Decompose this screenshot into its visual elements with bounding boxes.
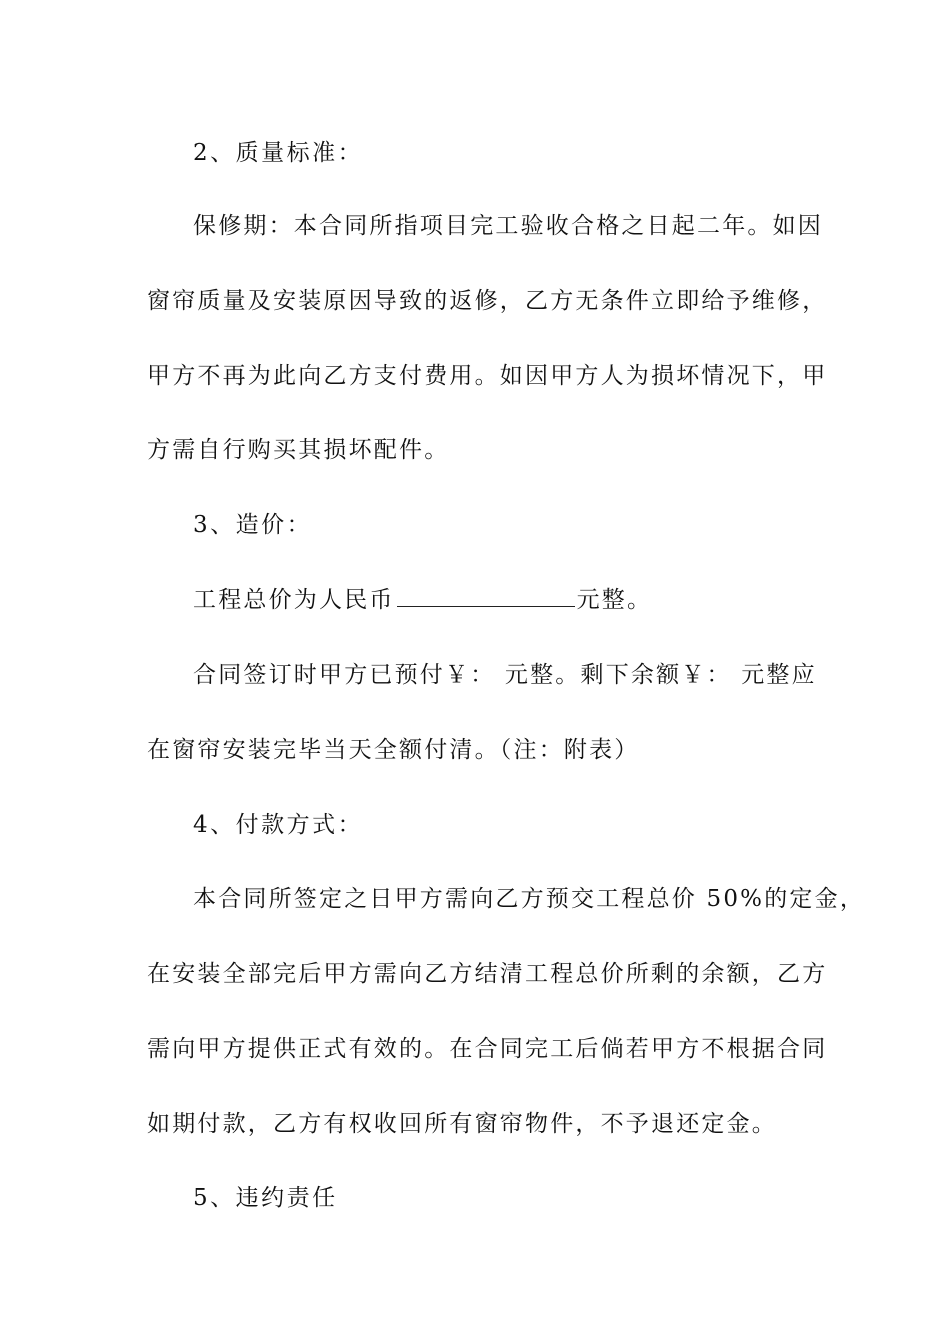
paragraph-line: 如期付款，乙方有权收回所有窗帘物件，不予退还定金。: [147, 1111, 777, 1137]
paragraph-line: 甲方不再为此向乙方支付费用。如因甲方人为损坏情况下，甲: [147, 363, 828, 389]
paragraph-line: 合同签订时甲方已预付￥： 元整。剩下余额￥： 元整应: [193, 662, 817, 688]
section-heading-quality: 2、质量标准：: [193, 140, 364, 166]
paragraph-line: 在窗帘安装完毕当天全额付清。（注：附表）: [147, 737, 640, 763]
section-heading-payment: 4、付款方式：: [193, 812, 364, 838]
paragraph-line: 本合同所签定之日甲方需向乙方预交工程总价 50%的定金，: [193, 886, 866, 912]
paragraph-line: 保修期：本合同所指项目完工验收合格之日起二年。如因: [193, 213, 823, 239]
paragraph-line: 窗帘质量及安装原因导致的返修，乙方无条件立即给予维修，: [147, 288, 828, 314]
section-heading-liability: 5、违约责任: [193, 1185, 338, 1211]
total-price-label: 工程总价为人民币: [193, 587, 395, 613]
total-price-unit: 元整。: [576, 587, 653, 613]
paragraph-line: 方需自行购买其损坏配件。: [147, 437, 450, 463]
paragraph-line: 需向甲方提供正式有效的。在合同完工后倘若甲方不根据合同: [147, 1036, 828, 1062]
section-heading-price: 3、造价：: [193, 512, 313, 538]
total-price-blank: [397, 586, 575, 607]
total-price-line: [193, 585, 873, 615]
paragraph-line: 在安装全部完后甲方需向乙方结清工程总价所剩的余额，乙方: [147, 961, 828, 987]
